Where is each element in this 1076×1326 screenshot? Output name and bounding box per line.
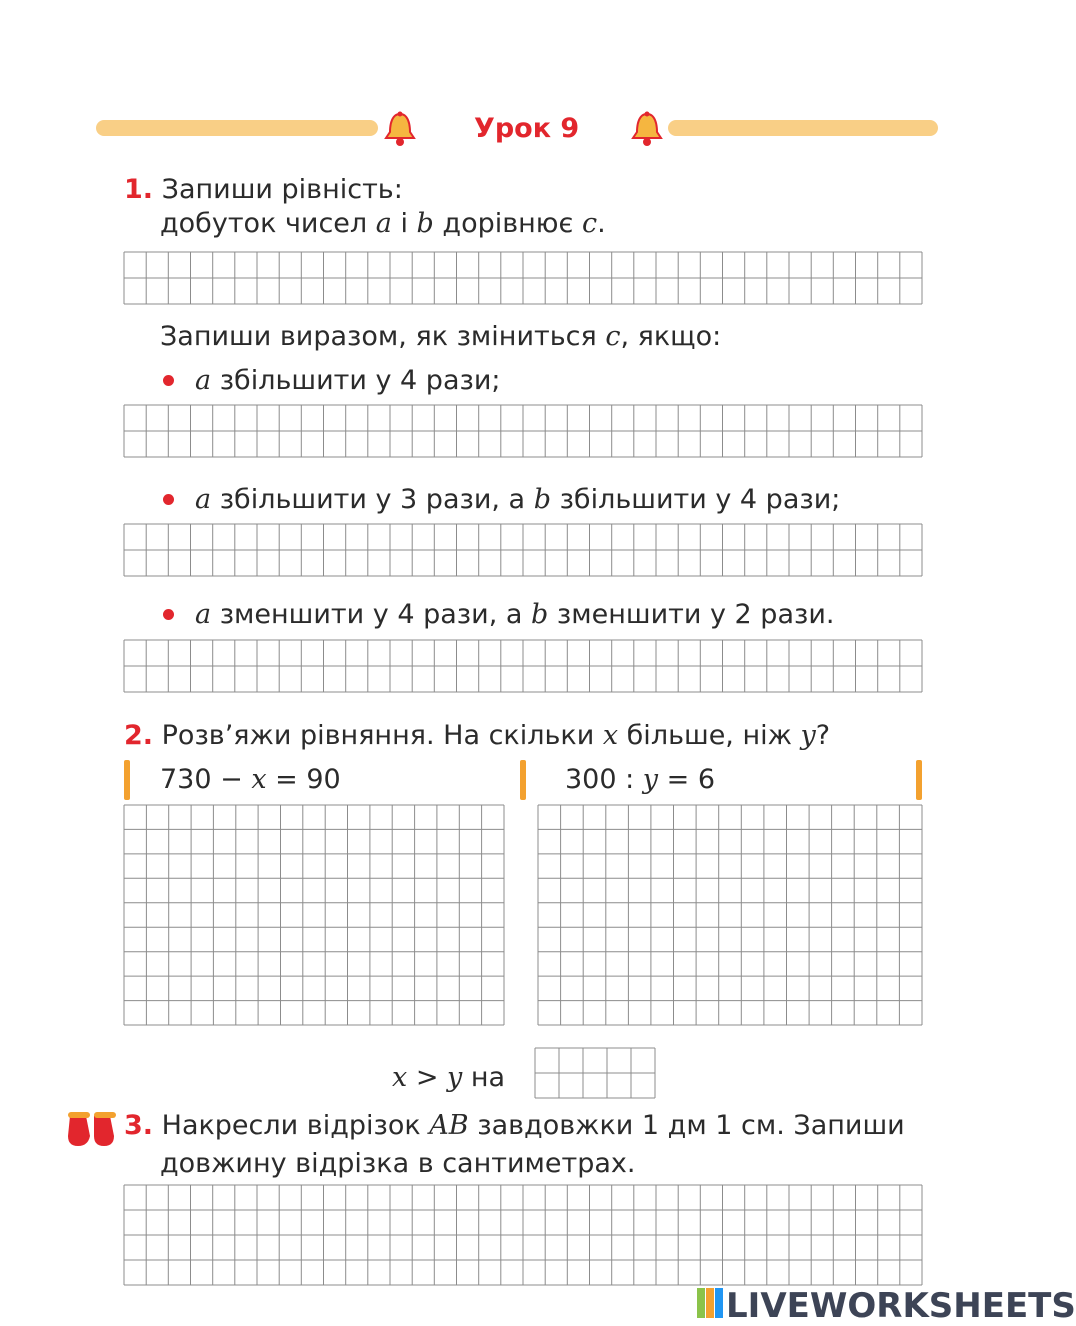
text: Розв’яжи рівняння. На скільки (161, 720, 603, 751)
text: добуток чисел (160, 208, 376, 239)
answer-grid-1[interactable] (124, 252, 922, 304)
watermark: LIVEWORKSHEETS (726, 1286, 1076, 1326)
text: 730 − (160, 764, 252, 795)
bullet-icon (163, 494, 174, 505)
text: збільшити у 4 рази; (211, 365, 501, 396)
text: = 90 (266, 764, 341, 795)
variable-x: x (251, 764, 267, 795)
bell-icon (383, 110, 417, 152)
task3-line2: довжину відрізка в сантиметрах. (160, 1148, 636, 1179)
variable: b (531, 599, 549, 630)
answer-grid-3[interactable] (124, 524, 922, 576)
text: . (597, 208, 606, 239)
variable: a (195, 599, 212, 630)
text: Накресли відрізок (161, 1110, 430, 1141)
variable: a (195, 365, 212, 396)
answer-grid-difference[interactable] (535, 1048, 655, 1098)
task-number: 1. (124, 174, 154, 205)
column-marker (916, 760, 922, 800)
header-ribbon-left (96, 120, 378, 136)
equation-1 (160, 766, 341, 793)
text: = 6 (658, 764, 716, 795)
text: , якщо: (620, 321, 722, 352)
bullet-icon (163, 609, 174, 620)
text: > (407, 1062, 448, 1093)
text: на (462, 1062, 506, 1093)
liveworksheets-logo-icon (697, 1288, 723, 1322)
drawing-grid[interactable] (124, 1185, 922, 1285)
variable-b: b (416, 208, 434, 239)
variable-y: y (642, 764, 659, 795)
text: зменшити у 2 рази. (548, 599, 835, 630)
text: завдовжки 1 дм 1 см. Запиши (468, 1110, 905, 1141)
segment-name: AB (429, 1110, 469, 1141)
variable-x: x (392, 1062, 408, 1093)
text: дорівнює (433, 208, 582, 239)
header-ribbon-right (668, 120, 938, 136)
answer-grid-2[interactable] (124, 405, 922, 457)
task-number: 2. (124, 720, 154, 751)
variable-y: y (800, 720, 816, 751)
task1-sub-intro (160, 323, 721, 350)
variable-x: x (602, 720, 619, 751)
task-number: 3. (124, 1110, 154, 1141)
bullet-item (195, 367, 501, 394)
text: і (391, 208, 417, 239)
solution-grid-left[interactable] (124, 805, 504, 1025)
bell-icon (630, 110, 664, 152)
text: збільшити у 4 рази; (550, 484, 841, 515)
task2-line1 (124, 722, 830, 749)
bullet-icon (163, 375, 174, 386)
mittens-icon (64, 1106, 120, 1154)
bullet-item (195, 601, 834, 628)
variable-y: y (447, 1062, 463, 1093)
variable-c: c (605, 321, 621, 352)
solution-grid-right[interactable] (538, 805, 922, 1025)
variable-a: a (375, 208, 392, 239)
equation-2 (565, 766, 715, 793)
column-marker (520, 760, 526, 800)
variable: a (195, 484, 212, 515)
text: збільшити у 3 рази, а (211, 484, 534, 515)
variable-c: c (581, 208, 598, 239)
text: зменшити у 4 рази, а (211, 599, 531, 630)
task1-line2 (160, 210, 606, 237)
task3-line1 (124, 1112, 905, 1139)
bullet-item (195, 486, 840, 513)
page-title: Урок 9 (474, 113, 580, 144)
comparison-text (392, 1064, 505, 1091)
answer-grid-4[interactable] (124, 640, 922, 692)
column-marker (124, 760, 130, 800)
text: ? (815, 720, 831, 751)
task1-line1 (124, 176, 403, 203)
variable: b (533, 484, 551, 515)
text: Запиши виразом, як зміниться (160, 321, 606, 352)
text: більше, ніж (618, 720, 801, 751)
text: 300 : (565, 764, 643, 795)
task1-instruction: Запиши рівність: (161, 174, 403, 205)
